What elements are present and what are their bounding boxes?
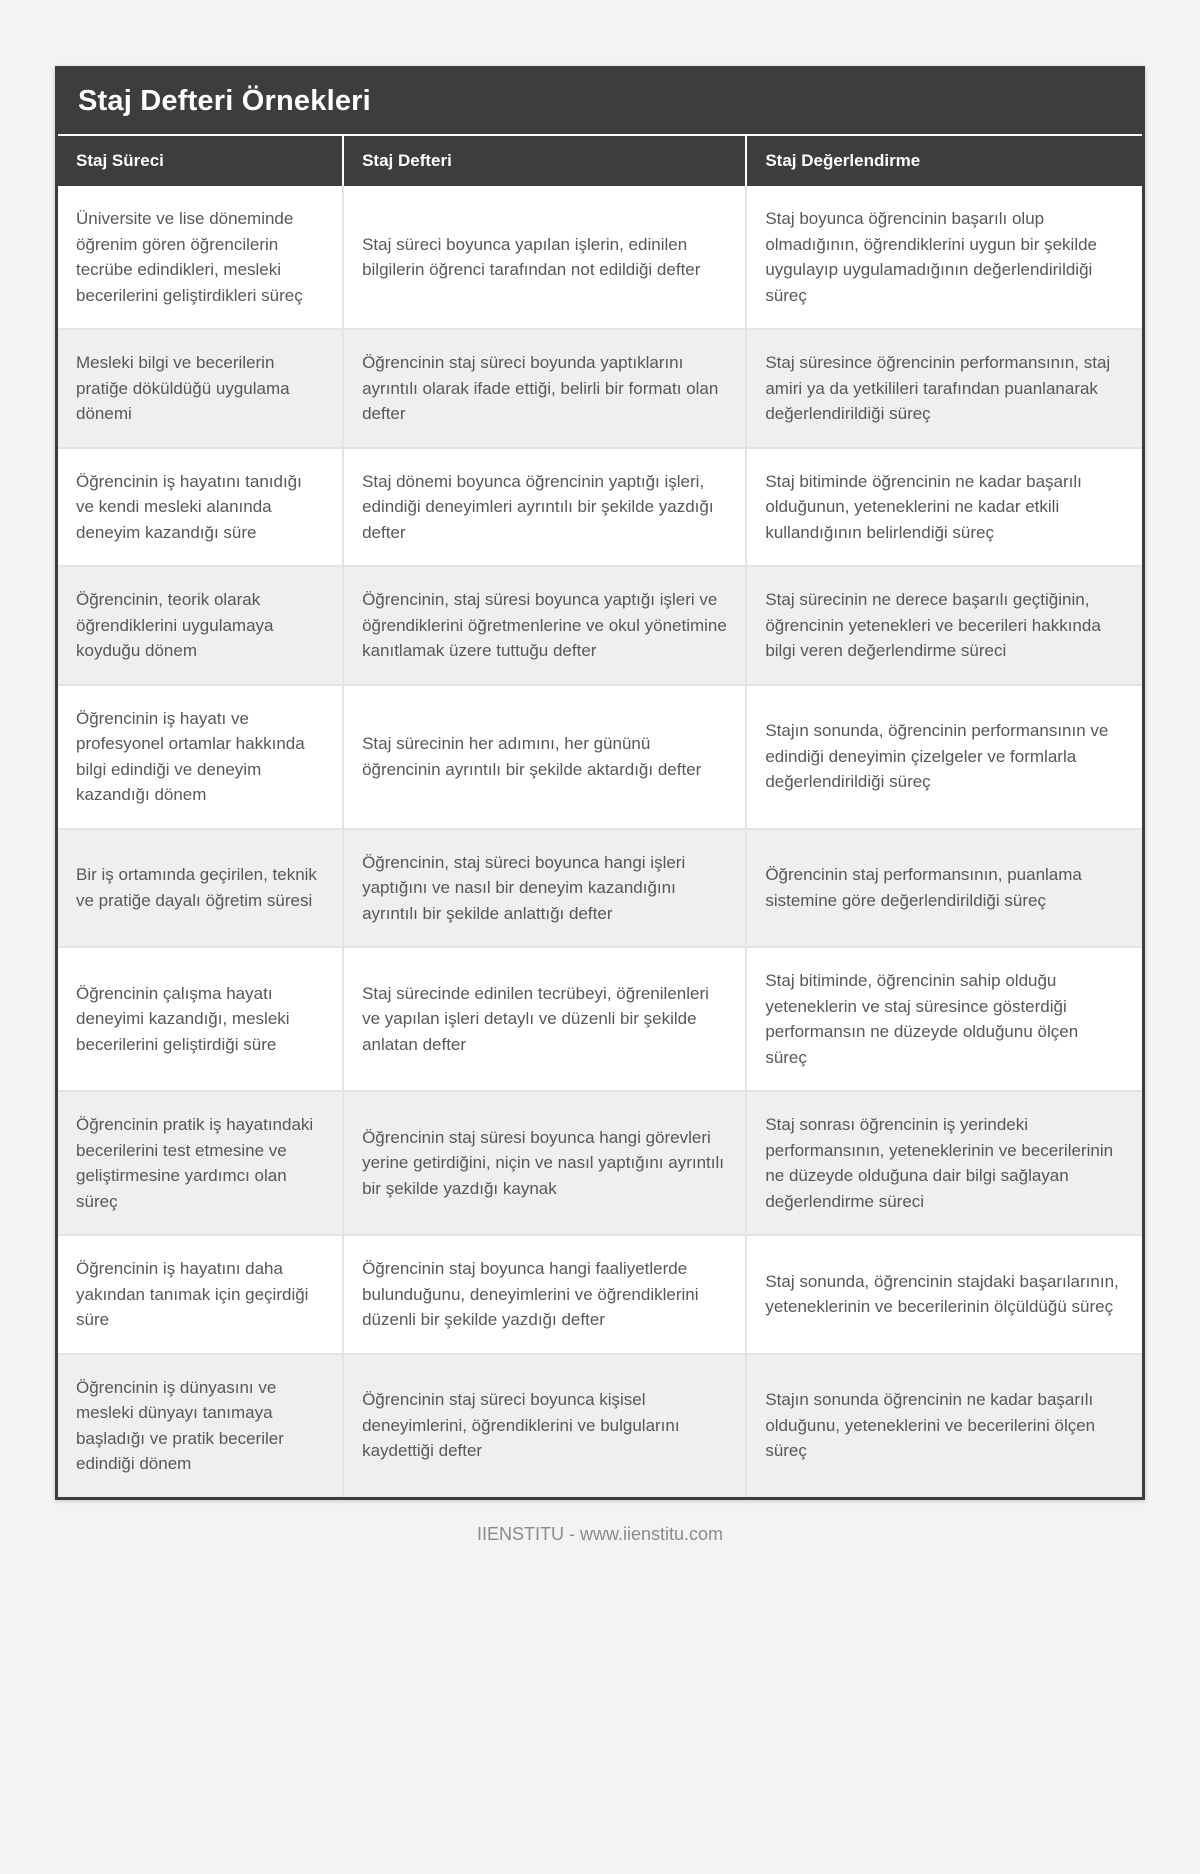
table-cell: Öğrencinin staj performansının, puanlama sistemine göre değerlendirildiği süreç <box>746 829 1142 948</box>
table-cell: Öğrencinin, staj süreci boyunca hangi işleri yaptığını ve nasıl bir deneyim kazandığını ayrıntılı bir şekilde anlattığı defter <box>343 829 746 948</box>
table-cell: Öğrencinin staj süreci boyunda yaptıklarını ayrıntılı olarak ifade ettiği, belirli bir formatı olan defter <box>343 329 746 448</box>
table-cell: Öğrencinin, teorik olarak öğrendiklerini uygulamaya koyduğu dönem <box>58 566 343 685</box>
table-cell: Staj süresince öğrencinin performansının, staj amiri ya da yetkilileri tarafından puanlanarak değerlendirildiği süreç <box>746 329 1142 448</box>
table-cell: Üniversite ve lise döneminde öğrenim gören öğrencilerin tecrübe edindikleri, mesleki becerilerini geliştirdikleri süreç <box>58 186 343 329</box>
table-row <box>58 1354 1142 1497</box>
table-cell: Öğrencinin pratik iş hayatındaki becerilerini test etmesine ve geliştirmesine yardımcı olan süreç <box>58 1091 343 1235</box>
table-cell: Öğrencinin staj süresi boyunca hangi görevleri yerine getirdiğini, niçin ve nasıl yaptığını ayrıntılı bir şekilde yazdığı kaynak <box>343 1091 746 1235</box>
column-header-staj-defteri: Staj Defteri <box>343 135 746 186</box>
column-header-staj-degerlendirme: Staj Değerlendirme <box>746 135 1142 186</box>
table-cell: Öğrencinin iş dünyasını ve mesleki dünyayı tanımaya başladığı ve pratik beceriler edindiği dönem <box>58 1354 343 1497</box>
staj-table-card <box>55 66 1145 1500</box>
footer-text: IIENSTITU - www.iienstitu.com <box>476 1523 724 1544</box>
table-row <box>58 1235 1142 1354</box>
header-row <box>58 135 1142 186</box>
table-cell: Staj boyunca öğrencinin başarılı olup olmadığının, öğrendiklerini uygun bir şekilde uygulayıp uygulamadığının değerlendirildiği süreç <box>746 186 1142 329</box>
table-cell: Staj dönemi boyunca öğrencinin yaptığı işleri, edindiği deneyimleri ayrıntılı bir şekilde yazdığı defter <box>343 448 746 567</box>
table-row <box>58 566 1142 685</box>
table-cell: Staj sürecinin ne derece başarılı geçtiğinin, öğrencinin yetenekleri ve becerileri hakkında bilgi veren değerlendirme süreci <box>746 566 1142 685</box>
table-cell: Staj süreci boyunca yapılan işlerin, edinilen bilgilerin öğrenci tarafından not edildiği defter <box>343 186 746 329</box>
table-cell: Stajın sonunda, öğrencinin performansının ve edindiği deneyimin çizelgeler ve formlarla değerlendirildiği süreç <box>746 685 1142 829</box>
table-cell: Staj sürecinde edinilen tecrübeyi, öğrenilenleri ve yapılan işleri detaylı ve düzenli bir şekilde anlatan defter <box>343 947 746 1091</box>
table-row <box>58 329 1142 448</box>
table-cell: Öğrencinin çalışma hayatı deneyimi kazandığı, mesleki becerilerini geliştirdiği süre <box>58 947 343 1091</box>
table-cell: Öğrencinin staj süreci boyunca kişisel deneyimlerini, öğrendiklerini ve bulgularını kaydettiği defter <box>343 1354 746 1497</box>
column-header-staj-sureci: Staj Süreci <box>58 135 343 186</box>
table-row <box>58 829 1142 948</box>
table-row <box>58 448 1142 567</box>
table-row <box>58 186 1142 329</box>
table-cell: Öğrencinin iş hayatını tanıdığı ve kendi mesleki alanında deneyim kazandığı süre <box>58 448 343 567</box>
table-cell: Öğrencinin iş hayatını daha yakından tanımak için geçirdiği süre <box>58 1235 343 1354</box>
table-row <box>58 947 1142 1091</box>
table-cell: Öğrencinin iş hayatı ve profesyonel ortamlar hakkında bilgi edindiği ve deneyim kazandığı dönem <box>58 685 343 829</box>
table-cell: Mesleki bilgi ve becerilerin pratiğe döküldüğü uygulama dönemi <box>58 329 343 448</box>
table-cell: Stajın sonunda öğrencinin ne kadar başarılı olduğunu, yeteneklerini ve becerilerini ölçen süreç <box>746 1354 1142 1497</box>
page-title: Staj Defteri Örnekleri <box>78 85 371 117</box>
table-cell: Staj sonrası öğrencinin iş yerindeki performansının, yeteneklerinin ve becerilerinin ne düzeyde olduğuna dair bilgi sağlayan değerlendirme süreci <box>746 1091 1142 1235</box>
table-cell: Staj bitiminde, öğrencinin sahip olduğu yeteneklerin ve staj süresince gösterdiği performansın ne düzeyde olduğunu ölçen süreç <box>746 947 1142 1091</box>
table-row <box>58 685 1142 829</box>
table-row <box>58 1091 1142 1235</box>
table-cell: Öğrencinin staj boyunca hangi faaliyetlerde bulunduğunu, deneyimlerini ve öğrendiklerini düzenli bir şekilde yazdığı defter <box>343 1235 746 1354</box>
title-bar <box>58 69 1142 134</box>
table-cell: Staj bitiminde öğrencinin ne kadar başarılı olduğunun, yeteneklerini ne kadar etkili kullandığının belirlendiği süreç <box>746 448 1142 567</box>
footer <box>0 1500 1200 1563</box>
table-cell: Staj sürecinin her adımını, her gününü öğrencinin ayrıntılı bir şekilde aktardığı defter <box>343 685 746 829</box>
table-cell: Bir iş ortamında geçirilen, teknik ve pratiğe dayalı öğretim süresi <box>58 829 343 948</box>
table-cell: Staj sonunda, öğrencinin stajdaki başarılarının, yeteneklerinin ve becerilerinin ölçüldüğü süreç <box>746 1235 1142 1354</box>
table-cell: Öğrencinin, staj süresi boyunca yaptığı işleri ve öğrendiklerini öğretmenlerine ve okul yönetimine kanıtlamak üzere tuttuğu defter <box>343 566 746 685</box>
staj-table <box>58 134 1142 1497</box>
